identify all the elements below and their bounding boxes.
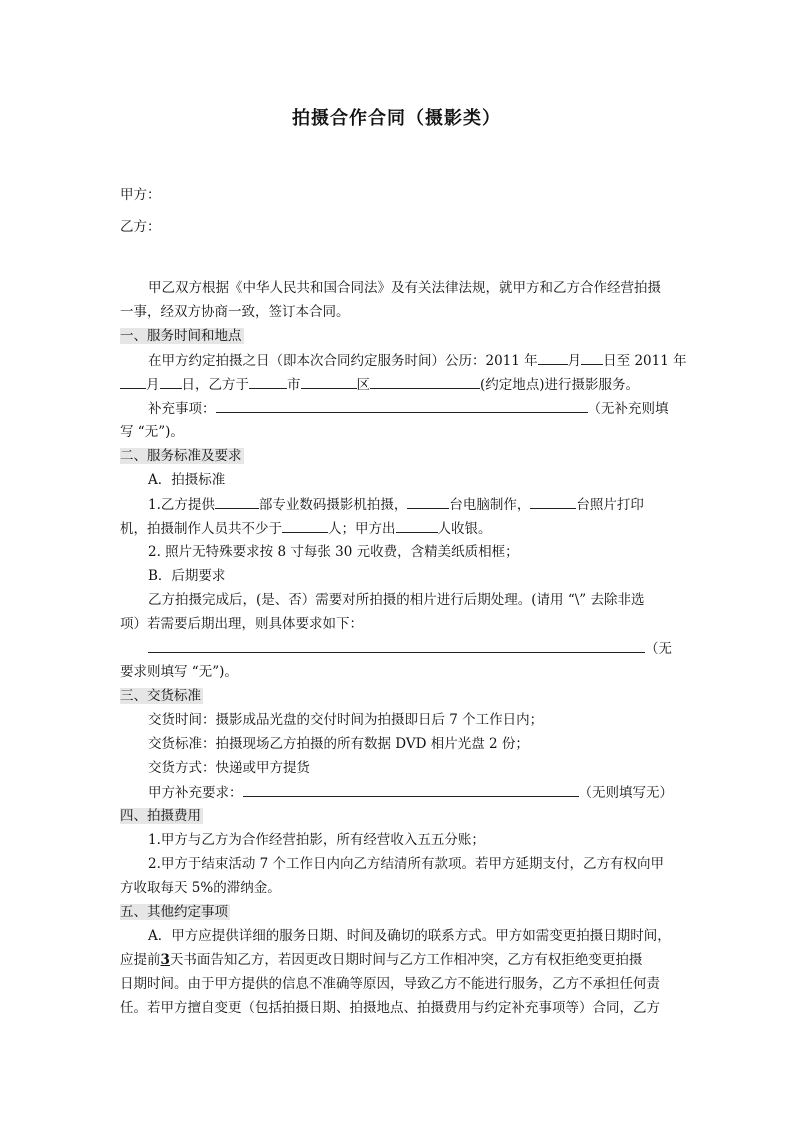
section-4-heading xyxy=(120,807,675,825)
post-processing-blank[interactable] xyxy=(148,639,645,653)
s2-text: （无 xyxy=(645,641,672,657)
s3-line-3: 交货方式：快递或甲方提货 xyxy=(148,760,310,776)
section-3-heading xyxy=(120,687,675,705)
supplement-requirement-blank[interactable] xyxy=(243,783,579,797)
s2-text: 机，拍摄制作人员共不少于 xyxy=(120,521,282,537)
s1-text: 在甲方约定拍摄之日（即本次合同约定服务时间）公历：2011 年 xyxy=(148,353,538,369)
district-blank[interactable] xyxy=(301,375,357,389)
s1-line-1 xyxy=(148,351,687,370)
s1-text: 日至 2011 年 xyxy=(603,353,687,369)
supplement-label: 补充事项： xyxy=(148,401,216,417)
end-day-blank[interactable] xyxy=(160,375,182,389)
intro-line-1: 甲乙双方根据《中华人民共和国合同法》及有关法律法规，就甲方和乙方合作经营拍摄 xyxy=(148,280,661,296)
notice-days-value: 3 xyxy=(160,952,170,968)
s1-line-2 xyxy=(120,375,675,394)
s1-supplement-end: 写 “无”)。 xyxy=(120,424,184,440)
s1-text: 月 xyxy=(146,377,160,393)
s5-line-3: 日期时间。由于甲方提供的信息不准确等原因，导致乙方不能进行服务，乙方不承担任何责 xyxy=(120,976,660,992)
supplement-blank[interactable] xyxy=(216,399,588,413)
s4-line-2: 2.甲方于结束活动 7 个工作日内向乙方结清所有款项。若甲方延期支付，乙方有权向甲 xyxy=(148,856,665,872)
s2-text: 部专业数码摄影机拍摄， xyxy=(258,497,408,513)
camera-count-blank[interactable] xyxy=(215,495,259,509)
s4-line-1: 1.甲方与乙方为合作经营拍影，所有经营收入五五分账； xyxy=(148,832,485,848)
section-heading-text: 一、服务时间和地点 xyxy=(120,328,242,344)
s2-a-line-3: 2. 照片无特殊要求按 8 寸每张 30 元收费，含精美纸质相框； xyxy=(148,544,519,560)
s2-text: 台照片打印 xyxy=(576,497,644,513)
s3-text: 甲方补充要求： xyxy=(148,785,243,801)
s2-a-line-1 xyxy=(148,495,675,514)
s5-text: 应提前 xyxy=(120,952,161,968)
s2-text: 人；甲方出 xyxy=(328,521,396,537)
end-month-blank[interactable] xyxy=(120,375,146,389)
s2-b-label: B．后期要求 xyxy=(148,568,226,584)
intro-line-2: 一事，经双方协商一致，签订本合同。 xyxy=(120,304,350,320)
section-heading-text: 二、服务标准及要求 xyxy=(120,448,242,464)
s3-line-1: 交货时间：摄影成品光盘的交付时间为拍摄即日后 7 个工作日内； xyxy=(148,712,544,728)
s4-line-3: 方收取每天 5%的滞纳金。 xyxy=(120,880,281,896)
section-heading-text: 四、拍摄费用 xyxy=(120,808,201,824)
cashier-count-blank[interactable] xyxy=(396,519,438,533)
section-heading-text: 五、其他约定事项 xyxy=(120,904,228,920)
s5-line-1: A．甲方应提供详细的服务日期、时间及确切的联系方式。甲方如需变更拍摄日期时间， xyxy=(148,928,671,944)
s1-text: 区 xyxy=(356,377,370,393)
document-title: 拍摄合作合同（摄影类） xyxy=(292,108,501,129)
s1-text: 日，乙方于 xyxy=(181,377,249,393)
year-month-blank[interactable] xyxy=(538,351,568,365)
s2-a-label: A．拍摄标准 xyxy=(148,472,226,488)
s2-b-line-3 xyxy=(148,639,675,658)
s2-text: 1.乙方提供 xyxy=(148,497,215,513)
location-blank[interactable] xyxy=(370,375,480,389)
section-1-heading xyxy=(120,327,675,345)
city-blank[interactable] xyxy=(249,375,287,389)
s2-a-line-2 xyxy=(120,519,675,538)
computer-count-blank[interactable] xyxy=(407,495,449,509)
s2-b-line-2: 项）若需要后期出理，则具体要求如下： xyxy=(120,616,363,632)
s2-text: 台电脑制作， xyxy=(449,497,531,513)
party-b-label: 乙方： xyxy=(120,219,161,235)
s5-line-4: 任。若甲方擅自变更（包括拍摄日期、拍摄地点、拍摄费用与约定补充事项等）合同，乙方 xyxy=(120,1000,660,1016)
day-blank[interactable] xyxy=(581,351,603,365)
s3-text: （无则填写无） xyxy=(578,785,673,801)
printer-count-blank[interactable] xyxy=(530,495,576,509)
s2-b-line-4: 要求则填写 “无”)。 xyxy=(120,664,238,680)
s5-text: 天书面告知乙方，若因更改日期时间与乙方工作相冲突，乙方有权拒绝变更拍摄 xyxy=(169,952,643,968)
party-a-label: 甲方： xyxy=(120,187,161,203)
staff-count-blank[interactable] xyxy=(282,519,328,533)
section-2-heading xyxy=(120,447,675,465)
supplement-tail: （无补充则填 xyxy=(587,401,669,417)
section-5-heading xyxy=(120,903,675,921)
section-heading-text: 三、交货标准 xyxy=(120,688,201,704)
s1-text: (约定地点)进行摄影服务。 xyxy=(480,377,640,393)
s3-line-4 xyxy=(148,783,675,802)
s5-line-2 xyxy=(120,951,675,969)
s3-line-2: 交货标准：拍摄现场乙方拍摄的所有数据 DVD 相片光盘 2 份； xyxy=(148,736,529,752)
s2-text: 人收银。 xyxy=(437,521,492,537)
s1-supplement-line xyxy=(148,399,675,418)
s2-b-line-1: 乙方拍摄完成后，(是、否）需要对所拍摄的相片进行后期处理。(请用 “\” 去除非选 xyxy=(148,592,645,608)
s1-text: 月 xyxy=(567,353,582,369)
s1-text: 市 xyxy=(287,377,301,393)
